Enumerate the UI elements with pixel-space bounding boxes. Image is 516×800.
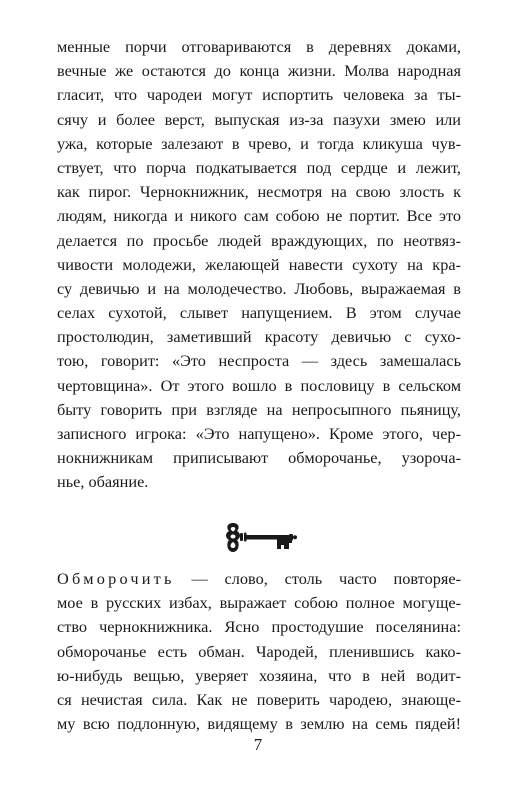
text-line: как пирог. Чернокнижник, несмотря на свою злость к (57, 182, 461, 202)
text-line: менные порчи отговариваются в деревнях доками, (57, 37, 461, 56)
text-line: нокнижникам приписывают обморочанье, узорочa- (57, 448, 461, 468)
key-icon (223, 521, 301, 555)
text-line: ся нечистая сила. Как не поверить чародею, знающе- (57, 689, 461, 709)
text-line: ужа, которые залезают в чрево, и тогда кликуша чув- (57, 133, 461, 153)
text-line: обморочанье есть обман. Чародей, пленившись како- (57, 641, 461, 661)
paragraph-2 (57, 567, 461, 736)
text-line: ю-нибудь вещью, уверяет хозяина, что в ней водит- (57, 665, 461, 685)
text-line: гласит, что чародеи могут испортить человека за ты- (57, 85, 461, 105)
spaced-term: Обморочить (57, 569, 175, 588)
text-line: му всю подлонную, видящему в землю на семь пядей! (57, 714, 461, 734)
text-fragment: — слово, столь часто повторяе- (174, 569, 461, 588)
text-line (57, 567, 461, 591)
text-line: вечные же остаются до конца жизни. Молва народная (57, 61, 461, 81)
text-line: делается по просьбе людей враждующих, по неотвяз- (57, 230, 461, 250)
text-line: су девичью и на молодечество. Любовь, выражаемая в (57, 278, 461, 298)
text-line: ствует, что порча подкатывается под сердце и лежит, (57, 157, 461, 177)
text-line: записного игрока: «Это напущено». Кроме этого, чер- (57, 424, 461, 443)
text-line: чивости молодежи, желающей навести сухоту на кра- (57, 254, 461, 274)
text-line: мое в русских избах, выражает собою полное могуще- (57, 593, 461, 613)
text-line: быту говорить при взгляде на непросыпного пьяницу, (57, 399, 461, 419)
page-number: 7 (253, 735, 263, 754)
text-line: тою, говорит: «Это неспроста — здесь замешалась (57, 351, 461, 371)
paragraph-1 (57, 35, 461, 495)
text-line: чертовщина». От этого вошло в пословицу в сельском (57, 375, 461, 395)
text-line: селах сухотой, слывет напущением. В этом случае (57, 303, 461, 323)
text-line: сячу и более верст, выпуская из-за пазухи змею или (57, 109, 461, 129)
text-line: простолюдин, заметивший красоту девичью с сухо- (57, 327, 461, 347)
text-line: нье, обаяние. (57, 472, 149, 492)
text-line: ство чернокнижника. Ясно простодушие поселянина: (57, 617, 461, 637)
text-line: людям, никогда и никого сам собою не портит. Все это (57, 206, 461, 226)
